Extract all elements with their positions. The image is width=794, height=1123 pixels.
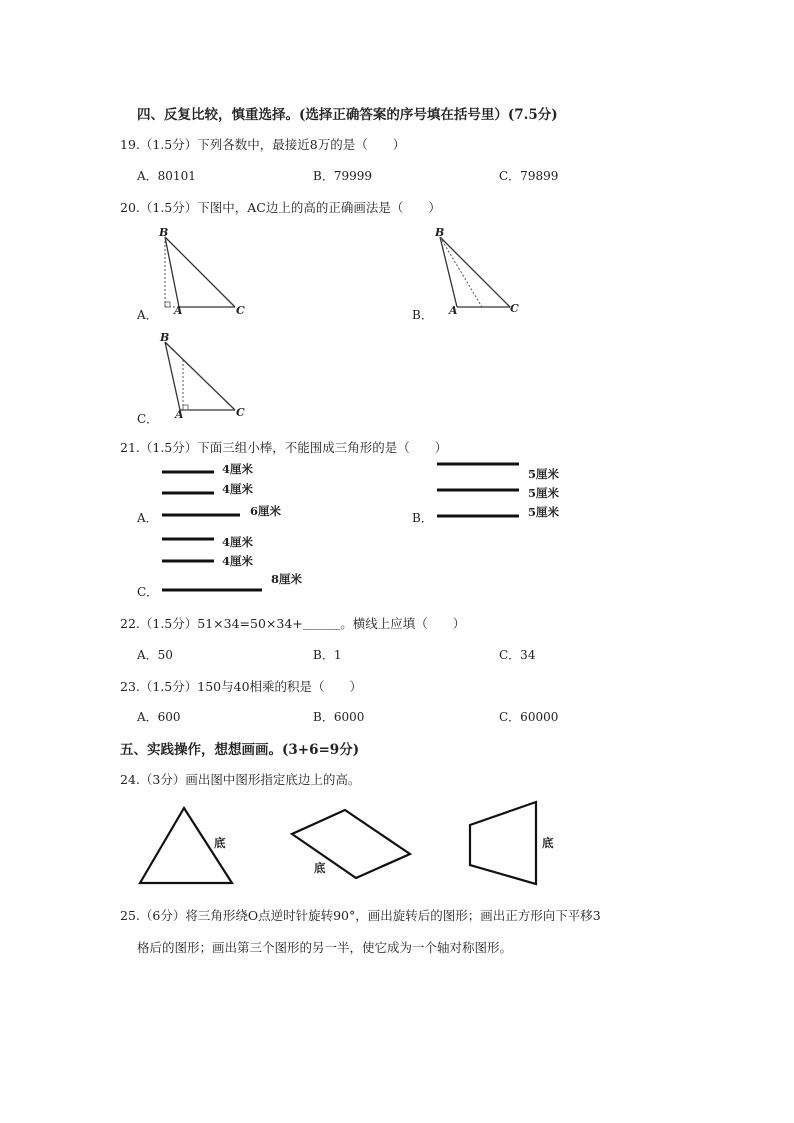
q20-c-vertex-b: B [160,331,170,344]
q21-option-a-letter: A． [137,511,158,525]
question-24: 24.（3分）画出图中图形指定底边上的高。 [120,772,361,787]
q20-option-b-letter: B． [412,308,433,322]
q19-option-c: C．79899 [499,169,559,183]
q21-sticks-b [437,458,527,522]
q22-option-b: B．1 [313,648,342,662]
q24-parallelogram-base-label: 底 [314,861,326,875]
q21-a-stick-1-label: 4厘米 [222,462,254,476]
q20-b-vertex-b: B [435,226,445,239]
section-4-title: 四、反复比较，慎重选择。(选择正确答案的序号填在括号里）(7.5分) [137,107,558,123]
q20-a-vertex-c: C [236,304,245,317]
q21-a-stick-3-label: 6厘米 [250,504,282,518]
question-21: 21.（1.5分）下面三组小棒，不能围成三角形的是（ ） [120,440,448,455]
q22-option-a: A．50 [137,648,173,662]
q24-parallelogram [290,808,415,880]
q20-option-c-letter: C． [137,412,159,426]
question-25-line-2: 格后的图形；画出第三个图形的另一半，使它成为一个轴对称图形。 [137,940,513,955]
q24-triangle-base-label: 底 [214,836,226,850]
q21-a-stick-2-label: 4厘米 [222,482,254,496]
q20-a-vertex-a: A [174,304,183,317]
q20-b-vertex-a: A [449,304,458,317]
q23-option-b: B．6000 [313,710,365,724]
q21-c-stick-3-label: 8厘米 [271,572,303,586]
question-20: 20.（1.5分）下图中，AC边上的高的正确画法是（ ） [120,200,441,215]
q21-option-c-letter: C． [137,585,159,599]
q20-b-vertex-c: C [510,302,519,315]
q24-trapezoid [468,800,540,888]
q21-sticks-c [162,535,272,597]
q20-option-a-letter: A． [137,308,158,322]
q23-option-a: A．600 [137,710,181,724]
question-22: 22.（1.5分）51×34=50×34+＿＿＿。横线上应填（ ） [120,616,466,631]
question-25-line-1: 25.（6分）将三角形绕O点逆时针旋转90°，画出旋转后的图形；画出正方形向下平移3 [120,908,601,923]
question-23: 23.（1.5分）150与40相乘的积是（ ） [120,679,363,694]
q21-b-stick-2-label: 5厘米 [528,486,560,500]
q21-c-stick-1-label: 4厘米 [222,535,254,549]
q23-option-c: C．60000 [499,710,559,724]
q20-a-vertex-b: B [159,226,169,239]
q19-option-b: B．79999 [313,169,372,183]
q21-b-stick-3-label: 5厘米 [528,505,560,519]
q21-b-stick-1-label: 5厘米 [528,467,560,481]
section-5-title: 五、实践操作，想想画画。(3+6=9分) [120,742,360,758]
question-19: 19.（1.5分）下列各数中，最接近8万的是（ ） [120,137,406,152]
q21-option-b-letter: B． [412,511,433,525]
q19-option-a: A．80101 [137,169,196,183]
q24-trapezoid-base-label: 底 [542,836,554,850]
q20-c-vertex-a: A [175,408,184,421]
q20-c-vertex-c: C [236,406,245,419]
q21-c-stick-2-label: 4厘米 [222,554,254,568]
q22-option-c: C．34 [499,648,536,662]
